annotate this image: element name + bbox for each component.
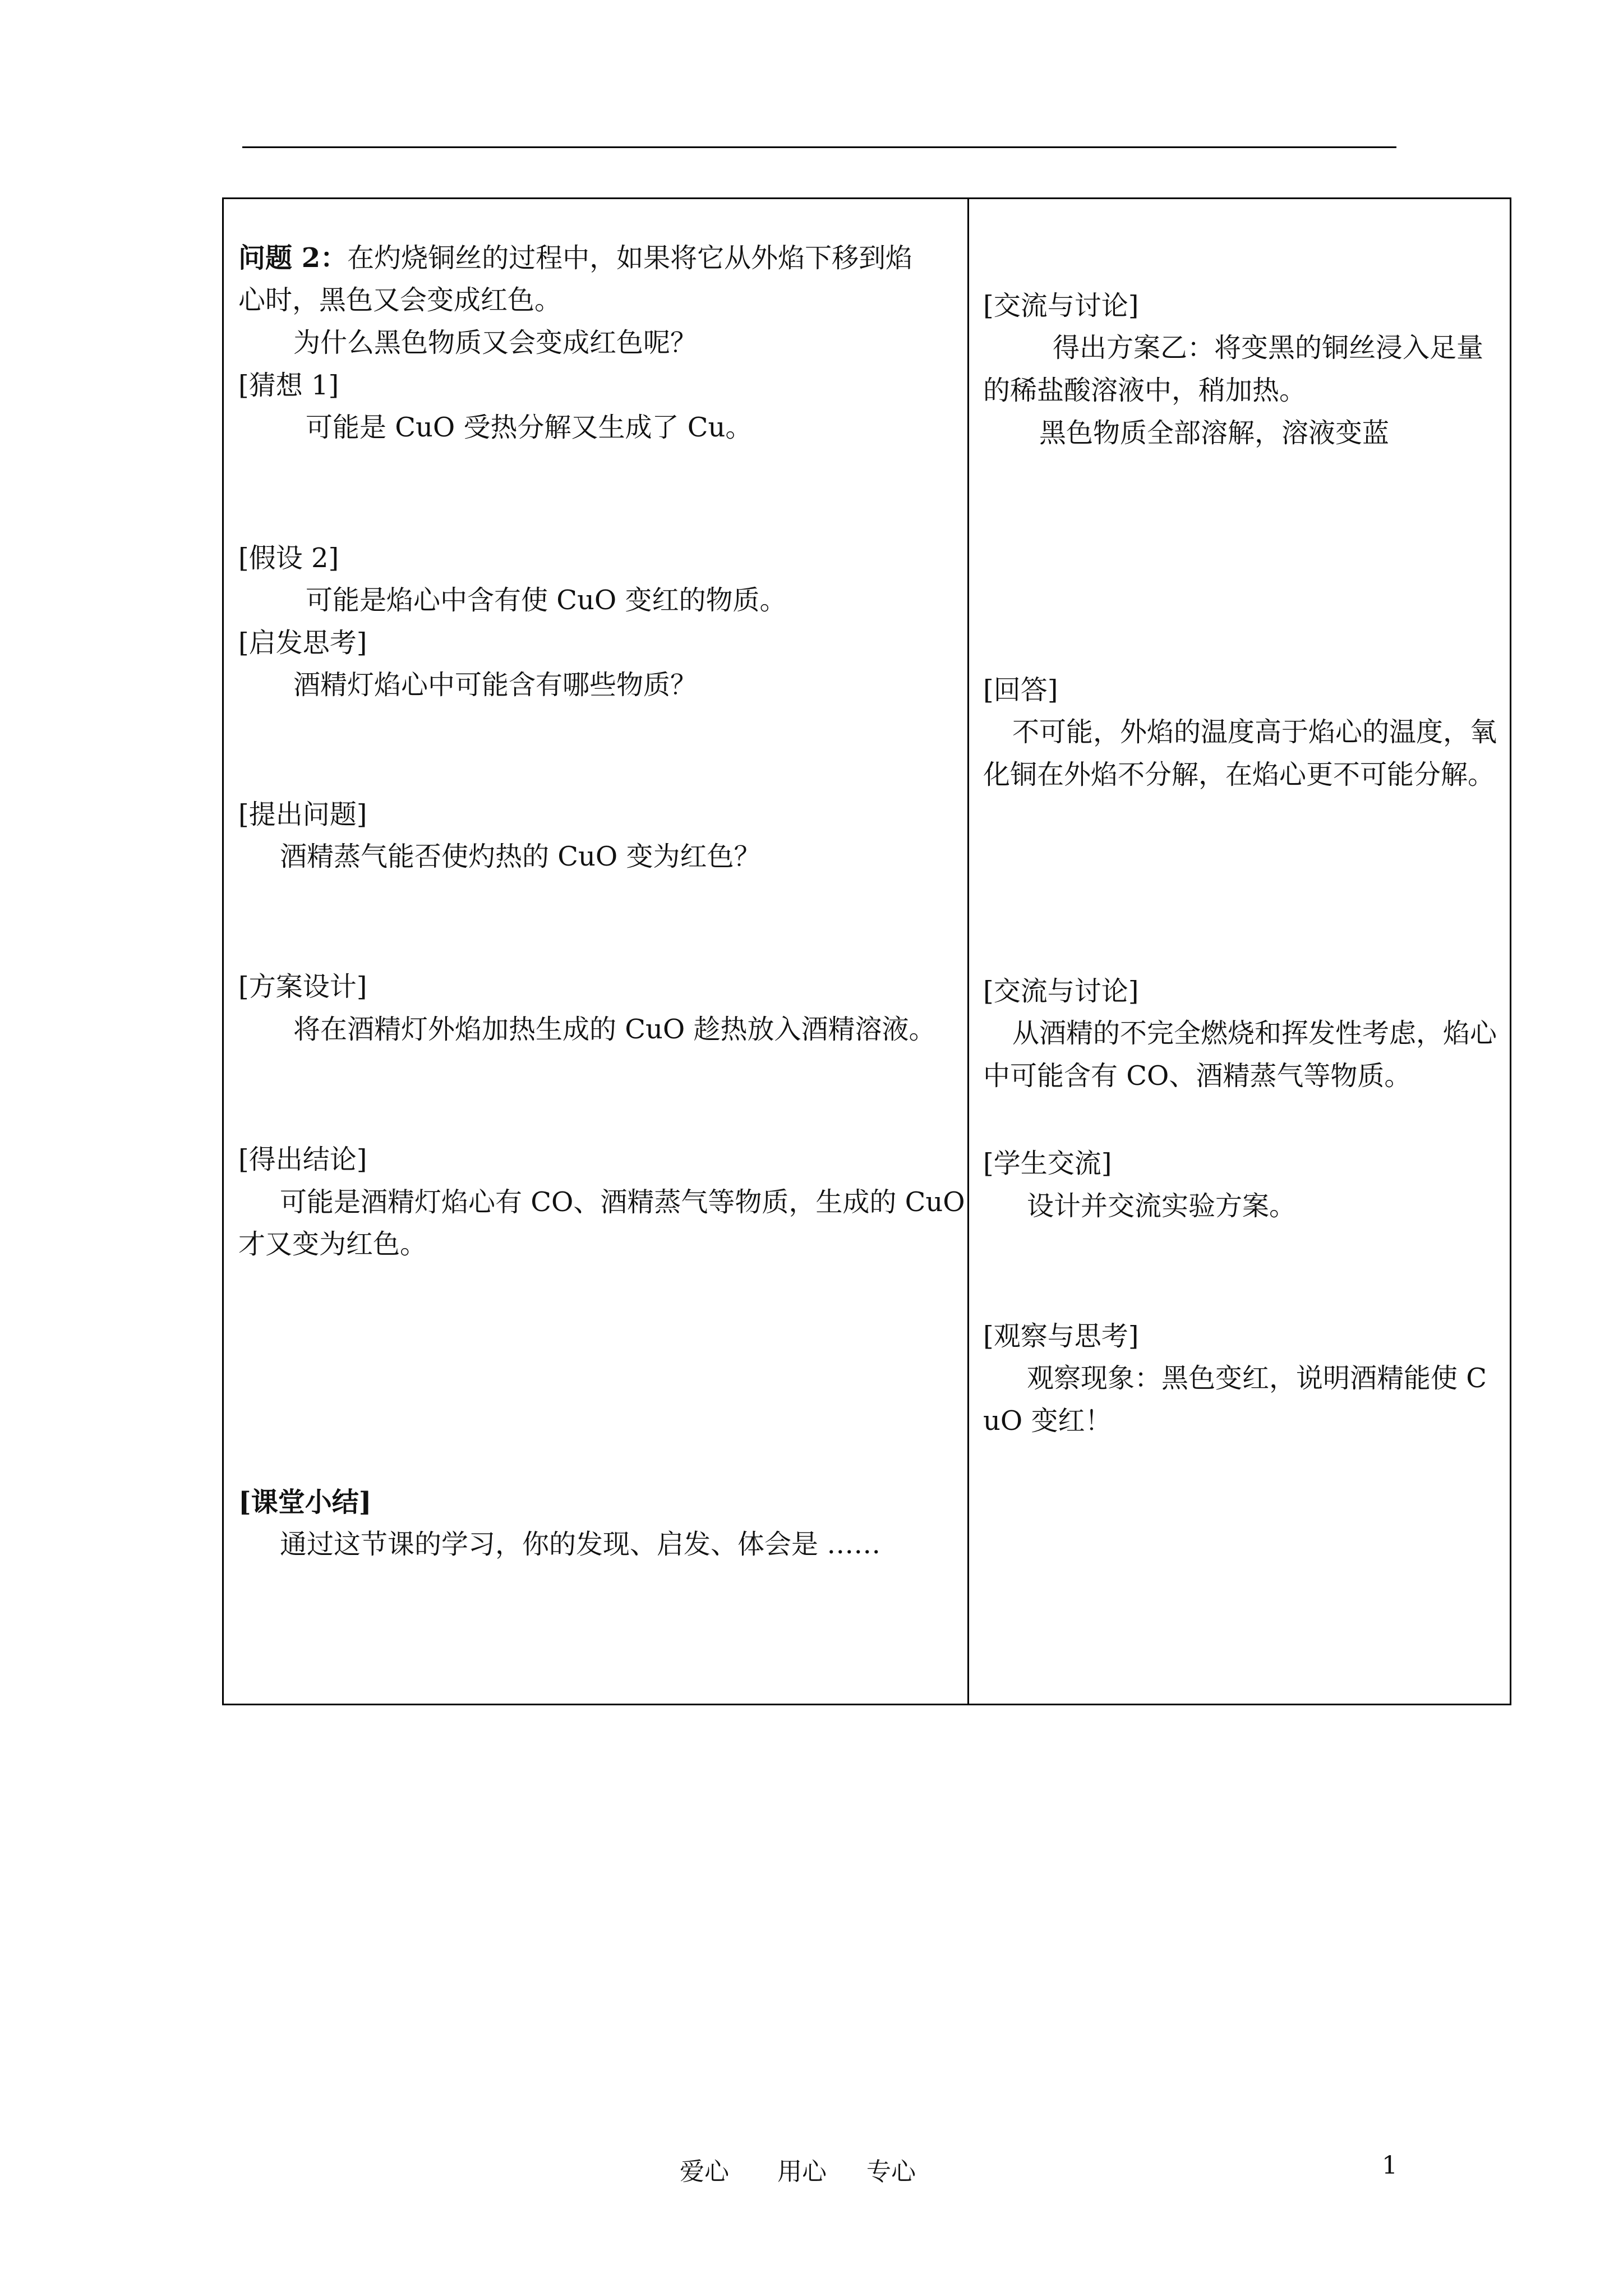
- footer-motto-3: 专心: [866, 2157, 916, 2186]
- question-2-line-2: 心时，黑色又会变成红色。: [238, 284, 562, 316]
- raise-question-label: [提出问题]: [238, 799, 367, 830]
- inspire-label: [启发思考]: [238, 627, 367, 659]
- discuss-1-result: 黑色物质全部溶解，溶液变蓝: [1039, 417, 1390, 449]
- hypothesis-2-text: 可能是焰心中含有使 CuO 变红的物质。: [306, 585, 787, 616]
- conclusion-label: [得出结论]: [238, 1144, 367, 1175]
- conclusion-text: 可能是酒精灯焰心有 CO、酒精蒸气等物质，生成的 CuO: [280, 1186, 965, 1218]
- question-2-line: [238, 237, 912, 280]
- summary-text: 通过这节课的学习，你的发现、启发、体会是 ……: [280, 1529, 881, 1560]
- design-label: [方案设计]: [238, 971, 367, 1002]
- design-text: 将在酒精灯外焰加热生成的 CuO 趁热放入酒精溶液。: [293, 1014, 936, 1045]
- discuss-1-label: [交流与讨论]: [983, 290, 1139, 321]
- guess-1-label: [猜想 1]: [238, 370, 339, 401]
- student-exchange-label: [学生交流]: [983, 1148, 1112, 1179]
- raise-question-text: 酒精蒸气能否使灼热的 CuO 变为红色？: [280, 841, 761, 872]
- observe-label: [观察与思考]: [983, 1320, 1139, 1352]
- footer-motto-1: 爱心: [680, 2157, 729, 2186]
- lesson-table: [222, 197, 1511, 1705]
- guess-1-text: 可能是 CuO 受热分解又生成了 Cu。: [306, 412, 753, 443]
- column-divider: [967, 199, 969, 1704]
- inspire-text: 酒精灯焰心中可能含有哪些物质？: [293, 669, 698, 701]
- conclusion-line-2: 才又变为红色。: [238, 1228, 427, 1260]
- answer-text: 不可能，外焰的温度高于焰心的温度，氧化铜在外焰不分解，在焰心更不可能分解。: [983, 716, 1497, 790]
- discuss-2-text: 从酒精的不完全燃烧和挥发性考虑，焰心中可能含有 CO、酒精蒸气等物质。: [983, 1018, 1497, 1092]
- question-2-question: 为什么黑色物质又会变成红色呢？: [293, 327, 698, 358]
- hypothesis-2-label: [假设 2]: [238, 542, 339, 574]
- summary-label: [课堂小结]: [238, 1487, 372, 1518]
- observe-text: 观察现象：黑色变红，说明酒精能使 CuO 变红！: [983, 1363, 1487, 1437]
- answer-label: [回答]: [983, 674, 1058, 706]
- header-rule: [242, 146, 1396, 148]
- question-2-text: 在灼烧铜丝的过程中，如果将它从外焰下移到焰: [347, 242, 913, 274]
- left-column: [238, 199, 967, 1704]
- footer-motto-2: 用心: [777, 2157, 827, 2186]
- student-exchange-text: 设计并交流实验方案。: [1027, 1190, 1297, 1222]
- question-2-label: 问题 2：: [238, 242, 348, 274]
- discuss-2-label: [交流与讨论]: [983, 976, 1139, 1007]
- discuss-1-text: 得出方案乙：将变黑的铜丝浸入足量的稀盐酸溶液中，稍加热。: [983, 332, 1484, 406]
- right-column: [983, 199, 1499, 1704]
- page-number: 1: [1382, 2151, 1398, 2180]
